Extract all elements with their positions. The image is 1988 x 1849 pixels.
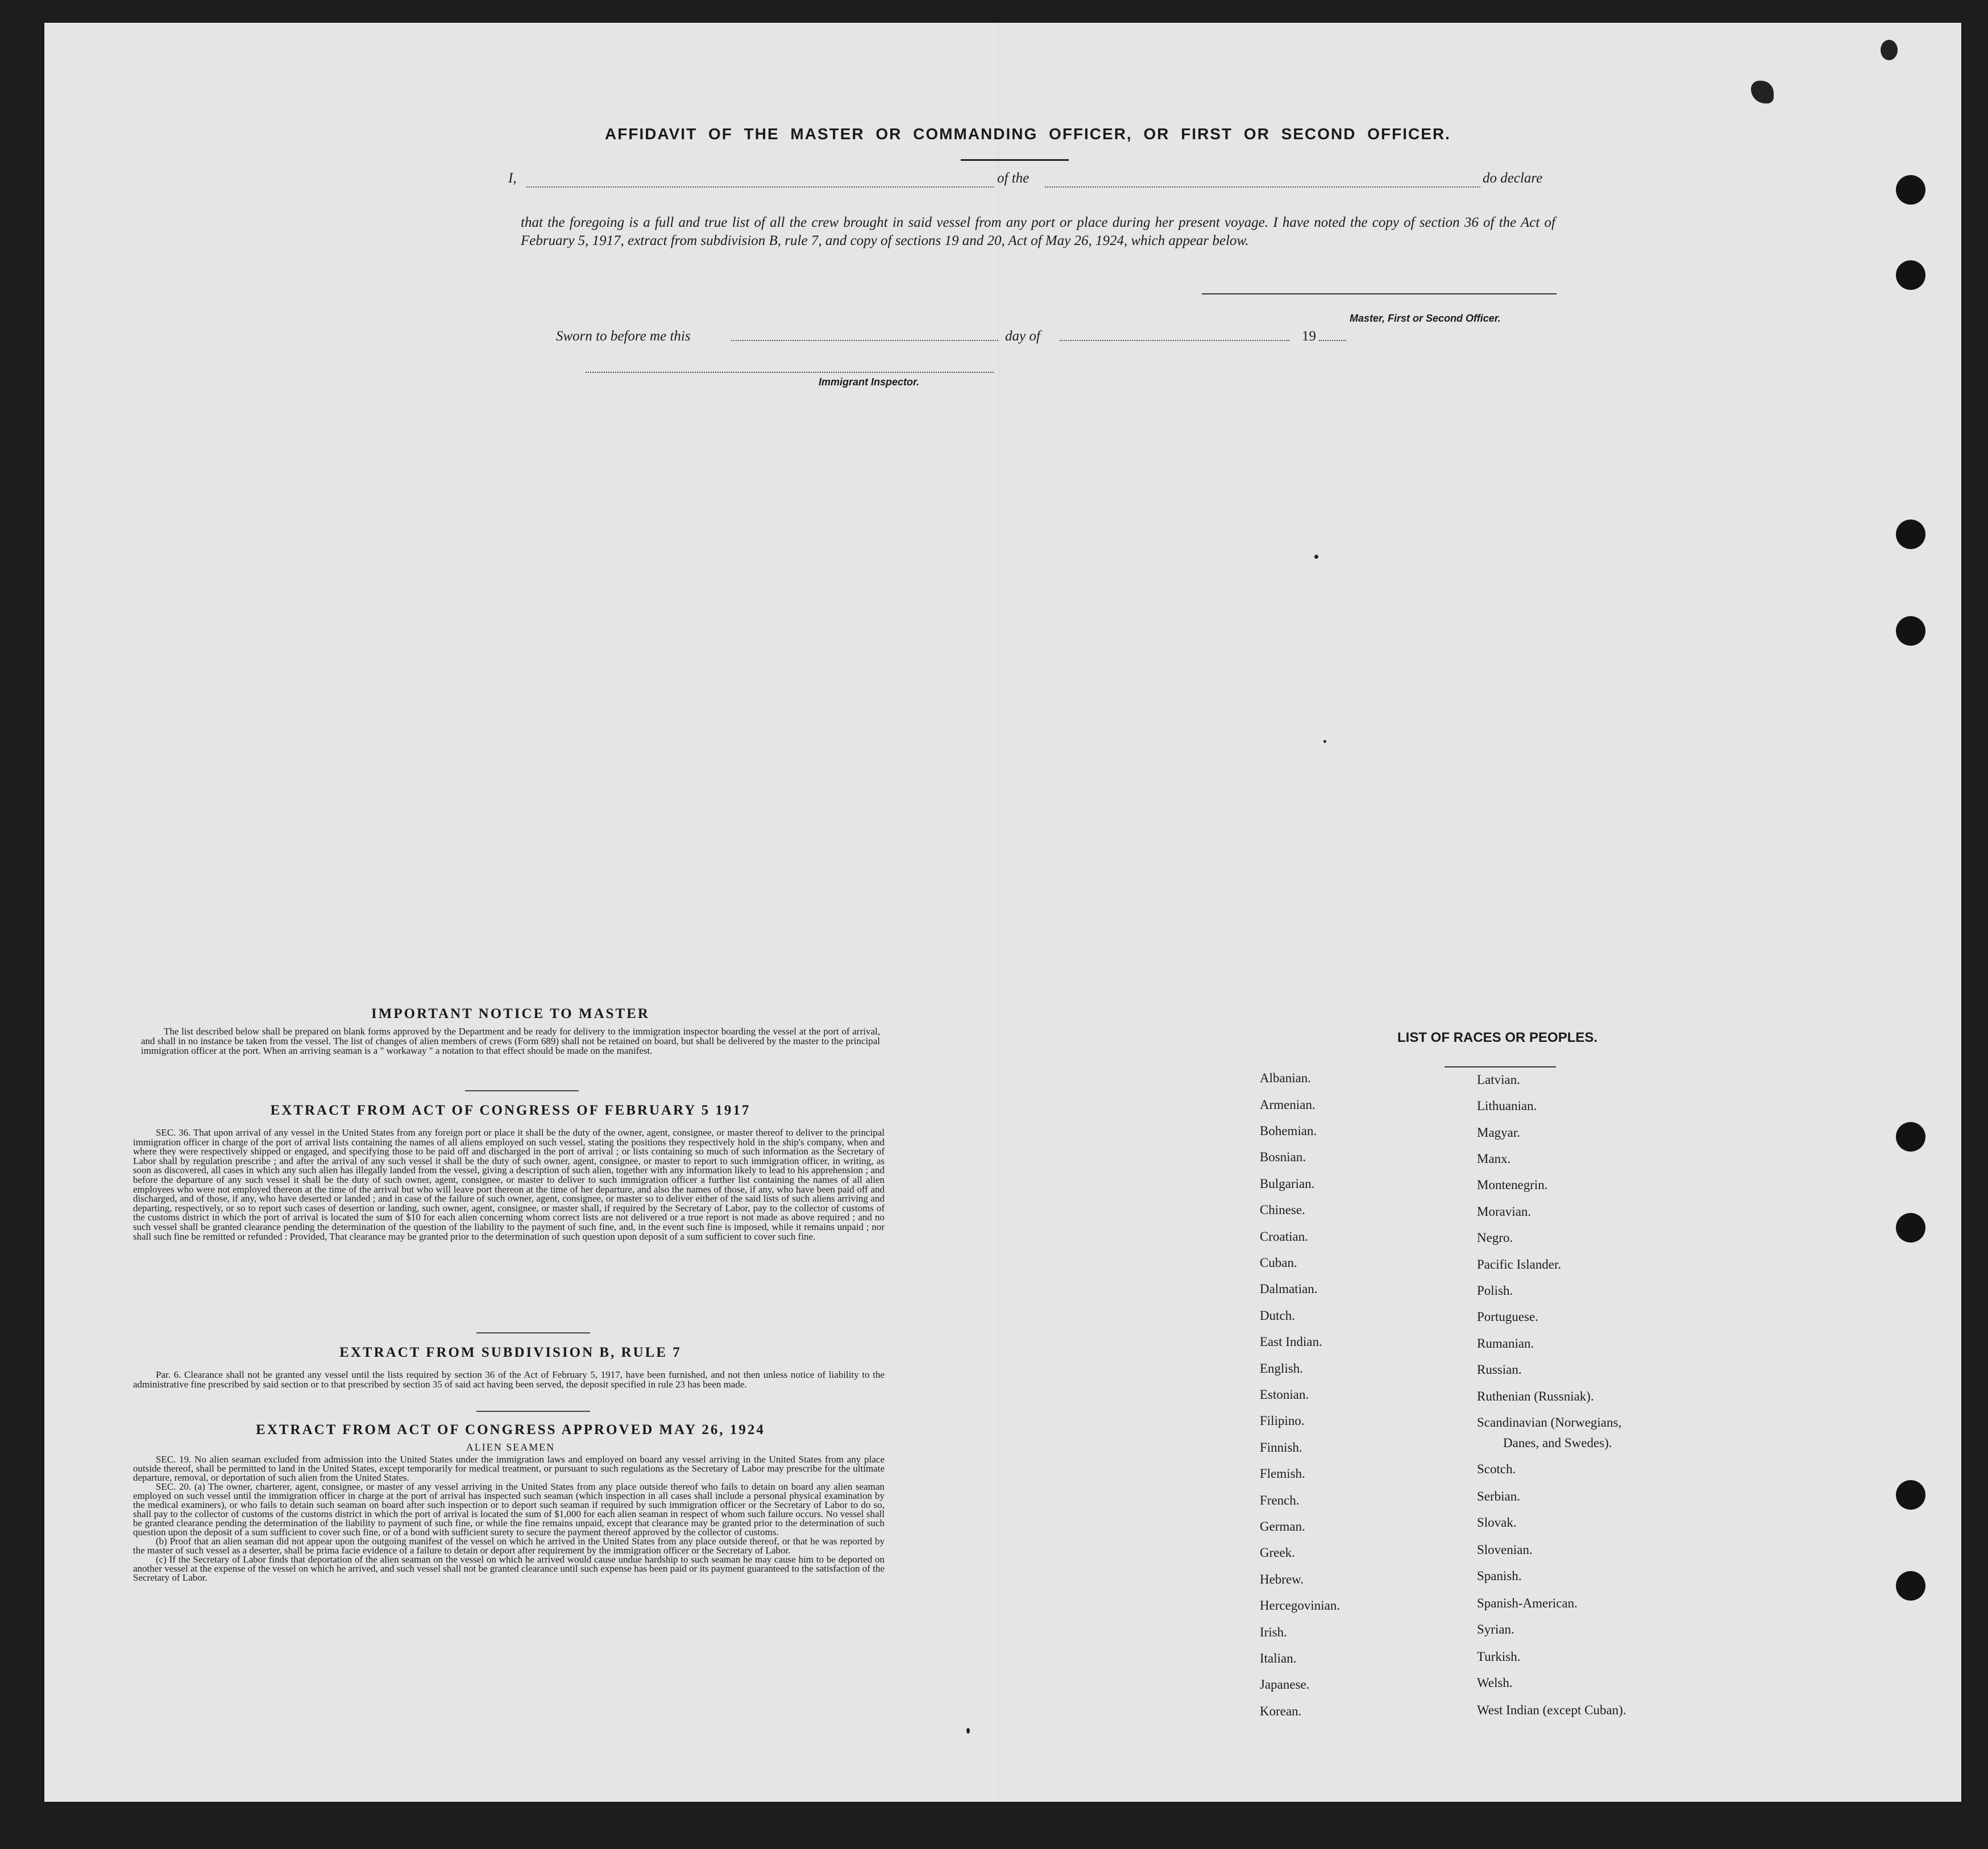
extract-rule7-text: Par. 6. Clearance shall not be granted any vessel until the lists required by section 36 of the Act of February 5, 1917, have been furnished, and not then unless notice of liability to the administrative fine prescribed by said section or to that prescribed by section 35 of said act having been served, the deposit specified in rule 23 has been made. (133, 1369, 885, 1390)
do-declare-label: do declare (1483, 171, 1543, 186)
race-item: English. (1260, 1361, 1304, 1376)
race-item: Japanese. (1260, 1677, 1310, 1692)
binder-hole (1896, 175, 1925, 205)
race-item: Negro. (1477, 1231, 1513, 1245)
extract-rule7-title: EXTRACT FROM SUBDIVISION B, RULE 7 (339, 1345, 682, 1360)
race-item: Bohemian. (1260, 1124, 1317, 1138)
race-item: East Indian. (1260, 1335, 1322, 1349)
races-title-rule (1445, 1066, 1556, 1067)
race-item: Montenegrin. (1477, 1178, 1548, 1192)
i-label: I, (508, 171, 517, 186)
year-label: 19 (1302, 329, 1316, 344)
race-item: Pacific Islander. (1477, 1257, 1562, 1272)
sec-19-text: SEC. 19. No alien seaman excluded from admission into the United States under the immigration laws and employed on board any vessel arriving in the United States from any place outside thereof, shall be permitted to land in the United States, except temporarily for medical treatment, or pursuant to such regulations as the Secretary of Labor may prescribe for the ultimate departure, removal, or deportation of such alien from the United States. (133, 1454, 885, 1483)
race-item: Italian. (1260, 1651, 1297, 1665)
race-item: Filipino. (1260, 1414, 1305, 1428)
declaration-text: that the foregoing is a full and true list of all the crew brought in said vessel from any port or place during her present voyage. I have noted the copy of section 36 of the Act of February 5, 1917, extract from subdivision B, rule 7, and copy of sections 19 and 20, Act of May 26, 1924, which appear below. (521, 215, 1555, 248)
race-item: Chinese. (1260, 1203, 1305, 1217)
race-item: German. (1260, 1519, 1305, 1534)
sworn-month-field[interactable] (1060, 340, 1289, 341)
race-item: Portuguese. (1477, 1310, 1538, 1324)
master-signature-label: Master, First or Second Officer. (1350, 313, 1501, 324)
race-item: Manx. (1477, 1152, 1511, 1166)
race-item: Serbian. (1477, 1489, 1521, 1503)
document-page (44, 23, 1961, 1802)
race-item: Korean. (1260, 1704, 1302, 1718)
race-item: Croatian. (1260, 1229, 1308, 1244)
extract-1917-title: EXTRACT FROM ACT OF CONGRESS OF FEBRUARY 5 1917 (270, 1103, 751, 1118)
day-of-label: day of (1005, 329, 1040, 344)
binder-hole (1896, 1122, 1925, 1152)
ink-speck (966, 1728, 970, 1734)
extract-1924-title: EXTRACT FROM ACT OF CONGRESS APPROVED MAY 26, 1924 (256, 1422, 765, 1437)
race-item: Moravian. (1477, 1204, 1532, 1219)
race-item: Latvian. (1477, 1073, 1520, 1087)
year-field[interactable] (1319, 340, 1346, 341)
race-item: Magyar. (1477, 1125, 1521, 1140)
race-item: Ruthenian (Russniak). (1477, 1389, 1594, 1403)
binder-hole (1896, 1213, 1925, 1243)
extract-1924-body (133, 1455, 885, 1582)
race-item: Polish. (1477, 1283, 1513, 1298)
inspector-label: Immigrant Inspector. (819, 376, 920, 388)
binder-hole (1896, 616, 1925, 646)
race-item: Estonian. (1260, 1387, 1309, 1402)
race-item: Finnish. (1260, 1440, 1302, 1455)
race-item: Spanish. (1477, 1569, 1522, 1583)
race-item: Hebrew. (1260, 1572, 1304, 1586)
races-title: LIST OF RACES OR PEOPLES. (1397, 1030, 1598, 1045)
section-divider (476, 1411, 590, 1412)
sec-20c-text: (c) If the Secretary of Labor finds that deportation of the alien seaman on the vessel on which he arrived would cause undue hardship to such seaman he may cause him to be deported on another vessel at the expense of the vessel on which he arrived, and such vessel shall not be granted clearance until such expense has been paid or its payment guaranteed to the satisfaction of the Secretary of Labor. (133, 1554, 885, 1583)
race-item: Irish. (1260, 1625, 1287, 1639)
race-item: Armenian. (1260, 1098, 1315, 1112)
race-item: French. (1260, 1493, 1300, 1507)
race-item: Scotch. (1477, 1462, 1516, 1476)
extract-1924-subtitle: ALIEN SEAMEN (466, 1441, 555, 1453)
title-rule (961, 159, 1069, 161)
center-fold (998, 23, 1000, 1802)
extract-1917-text: SEC. 36. That upon arrival of any vessel in the United States from any foreign port or place it shall be the duty of the owner, agent, consignee, or master thereof to deliver to the principal immigration officer in charge of the port of arrival lists containing the names of all aliens employed on such vessel, stating the positions they respectively hold in the ship's company, when and where they were respectively shipped or engaged, and specifying those to be paid off and discharged in the port of arrival ; or lists containing so much of such information as the Secretary of Labor shall by regulation prescribe ; and after the arrival of any such vessel it shall be the duty of such owner, agent, consignee, or master to report to such immigration officer, in writing, as soon as discovered, all cases in which any such alien has illegally landed from the vessel, giving a description of such alien, together with any information likely to lead to his apprehension ; and before the departure of any such vessel it shall be the duty of such owner, agent, consignee, or master to deliver to such immigration officer a further list containing the names of all alien employees who were not employed thereon at the time of the arrival but who will leave port thereon at the time of her departure, and also the names of those, if any, who have been paid off and discharged, and of those, if any, who have deserted or landed ; and in case of the failure of such owner, agent, consignee, or master so to deliver either of the said lists of such aliens arriving and departing, respectively, or so to report such cases of desertion or landing, such owner, agent, consignee, or master shall, if required by the Secretary of Labor, pay to the collector of customs of the customs district in which the port of arrival is located the sum of $10 for each alien concerning whom correct lists are not delivered or a true report is not made as above required ; and no such vessel shall be granted clearance pending the determination of the question of the liability to the payment of such fine, and, in the event such fine is imposed, while it remains unpaid ; nor shall such fine be remitted or refunded : Provided, That clearance may be granted prior to the determination of such question upon deposit of a sum sufficient to cover such fine. (133, 1127, 885, 1242)
binder-hole (1896, 1480, 1925, 1510)
section-divider (465, 1090, 579, 1091)
binder-hole (1896, 1571, 1925, 1601)
race-item: Russian. (1477, 1362, 1522, 1377)
race-item: West Indian (except Cuban). (1477, 1703, 1626, 1717)
race-item: Slovenian. (1477, 1543, 1533, 1557)
race-item: Dutch. (1260, 1308, 1295, 1323)
binder-hole (1896, 520, 1925, 549)
race-item: Lithuanian. (1477, 1099, 1537, 1113)
sec-20b-text: (b) Proof that an alien seaman did not appear upon the outgoing manifest of the vessel on which he arrived in the United States from any place outside thereof, or that he was reported by the master of such vessel as a deserter, shall be prima facie evidence of a failure to detain or deport after requirement by the immigration officer or the Secretary of Labor. (133, 1536, 885, 1556)
ink-speck (1881, 40, 1898, 60)
sec-20a-text: SEC. 20. (a) The owner, charterer, agent, consignee, or master of any vessel arriving in the United States from any place outside thereof who fails to detain on board any alien seaman employed on such vessel until the immigration officer in charge at the port of arrival has inspected such seaman (which inspection in all cases shall include a personal physical examination by the medical examiners), or who fails to detain such seaman on board after such inspection or to deport such seaman if required by such immigration officer or the Secretary of Labor to do so, shall pay to the collector of customs of the customs district in which the port of arrival is located the sum of $1,000 for each alien seaman in respect of whom such failure occurs. No vessel shall be granted clearance pending the determination of the liability to payment of such fine, or while the fine remains unpaid, except that clearance may be granted prior to the determination of such question upon the deposit of a sum sufficient to cover such fine, or of a bond with sufficient surety to secure the payment thereof approved by the collector of customs. (133, 1481, 885, 1538)
race-item: Rumanian. (1477, 1336, 1534, 1351)
master-signature-line[interactable] (1202, 293, 1557, 294)
race-item: Scandinavian (Norwegians, (1477, 1415, 1622, 1430)
notice-text: The list described below shall be prepared on blank forms approved by the Department and be ready for delivery to the immigration inspector boarding the vessel at the port of arrival, and shall in no instance be taken from the vessel. The list of changes of alien members of crews (Form 689) shall not be retained on board, but shall be delivered by the master to the principal immigration officer at the port. When an arriving seaman is a " workaway " a notation to that effect should be made on the manifest. (141, 1026, 880, 1056)
vessel-field[interactable] (1045, 186, 1480, 188)
sworn-day-field[interactable] (731, 340, 998, 341)
race-item: Turkish. (1477, 1649, 1521, 1664)
race-item: Bulgarian. (1260, 1177, 1315, 1191)
race-item: Hercegovinian. (1260, 1598, 1340, 1613)
binder-hole (1896, 260, 1925, 290)
section-divider (476, 1332, 590, 1333)
ink-speck (1314, 555, 1318, 559)
inspector-signature-line[interactable] (586, 371, 994, 373)
race-item: Flemish. (1260, 1466, 1305, 1481)
of-the-label: of the (997, 171, 1030, 186)
race-item: Dalmatian. (1260, 1282, 1318, 1296)
race-item: Bosnian. (1260, 1150, 1306, 1164)
sworn-label: Sworn to before me this (556, 329, 691, 344)
race-item: Spanish-American. (1477, 1596, 1578, 1610)
race-item: Welsh. (1477, 1676, 1513, 1690)
race-item: Syrian. (1477, 1622, 1514, 1636)
affidavit-title: AFFIDAVIT OF THE MASTER OR COMMANDING OFFICER, OR FIRST OR SECOND OFFICER. (605, 125, 1451, 143)
name-field[interactable] (526, 186, 994, 188)
race-item: Cuban. (1260, 1256, 1297, 1270)
race-item: Greek. (1260, 1545, 1295, 1560)
race-item: Slovak. (1477, 1515, 1517, 1530)
race-item: Albanian. (1260, 1071, 1312, 1085)
race-item: Danes, and Swedes). (1503, 1436, 1612, 1450)
ink-speck (1323, 740, 1326, 743)
ink-speck (1751, 81, 1774, 103)
notice-title: IMPORTANT NOTICE TO MASTER (371, 1006, 650, 1021)
